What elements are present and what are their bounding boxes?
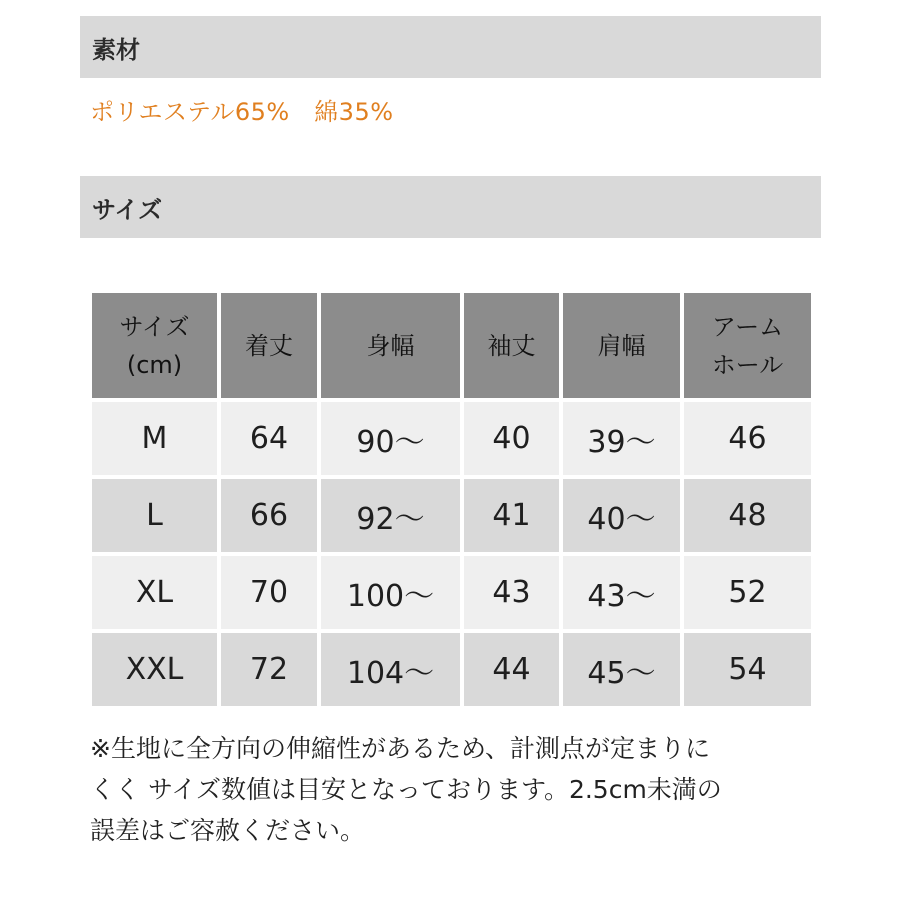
cell-length: 72 (221, 633, 317, 706)
cell-chest: 92〜 (321, 479, 460, 552)
cell-length: 64 (221, 402, 317, 475)
cell-sleeve: 40 (464, 402, 559, 475)
size-note: ※生地に全方向の伸縮性があるため、計測点が定まりに くく サイズ数値は目安となっております。2.5cm未満の 誤差はご容赦ください。 (90, 734, 722, 845)
header-length-label: 着丈 (245, 331, 293, 360)
header-size (92, 293, 217, 398)
size-table (88, 289, 815, 710)
cell-length: 66 (221, 479, 317, 552)
header-shoulder (563, 293, 680, 398)
table-row (92, 402, 811, 475)
material-heading: 素材 (92, 35, 140, 64)
size-table-header-row (92, 293, 811, 398)
cell-armhole: 46 (684, 402, 811, 475)
cell-shoulder: 43〜 (563, 556, 680, 629)
header-shoulder-label: 肩幅 (597, 331, 646, 360)
header-chest (321, 293, 460, 398)
cell-length: 70 (221, 556, 317, 629)
size-heading: サイズ (92, 195, 163, 224)
size-heading-bar (80, 176, 821, 238)
table-row (92, 633, 811, 706)
cell-armhole: 48 (684, 479, 811, 552)
cell-chest: 90〜 (321, 402, 460, 475)
header-sleeve (464, 293, 559, 398)
material-composition: ポリエステル65% 綿35% (90, 98, 394, 126)
cell-armhole: 54 (684, 633, 811, 706)
cell-chest: 104〜 (321, 633, 460, 706)
header-armhole-line1: アーム (711, 312, 784, 341)
cell-sleeve: 44 (464, 633, 559, 706)
table-row (92, 556, 811, 629)
material-heading-bar (80, 16, 821, 78)
cell-shoulder: 45〜 (563, 633, 680, 706)
cell-shoulder: 39〜 (563, 402, 680, 475)
cell-chest: 100〜 (321, 556, 460, 629)
cell-size: M (92, 402, 217, 475)
header-armhole-line2: ホール (711, 350, 784, 379)
header-length (221, 293, 317, 398)
cell-sleeve: 41 (464, 479, 559, 552)
table-row (92, 479, 811, 552)
header-size-line1: サイズ (119, 312, 190, 341)
cell-size: XL (92, 556, 217, 629)
cell-sleeve: 43 (464, 556, 559, 629)
header-chest-label: 身幅 (366, 331, 415, 360)
cell-size: L (92, 479, 217, 552)
cell-armhole: 52 (684, 556, 811, 629)
header-sleeve-label: 袖丈 (487, 331, 536, 360)
cell-shoulder: 40〜 (563, 479, 680, 552)
header-size-unit: (cm) (126, 350, 183, 379)
header-armhole (684, 293, 811, 398)
cell-size: XXL (92, 633, 217, 706)
